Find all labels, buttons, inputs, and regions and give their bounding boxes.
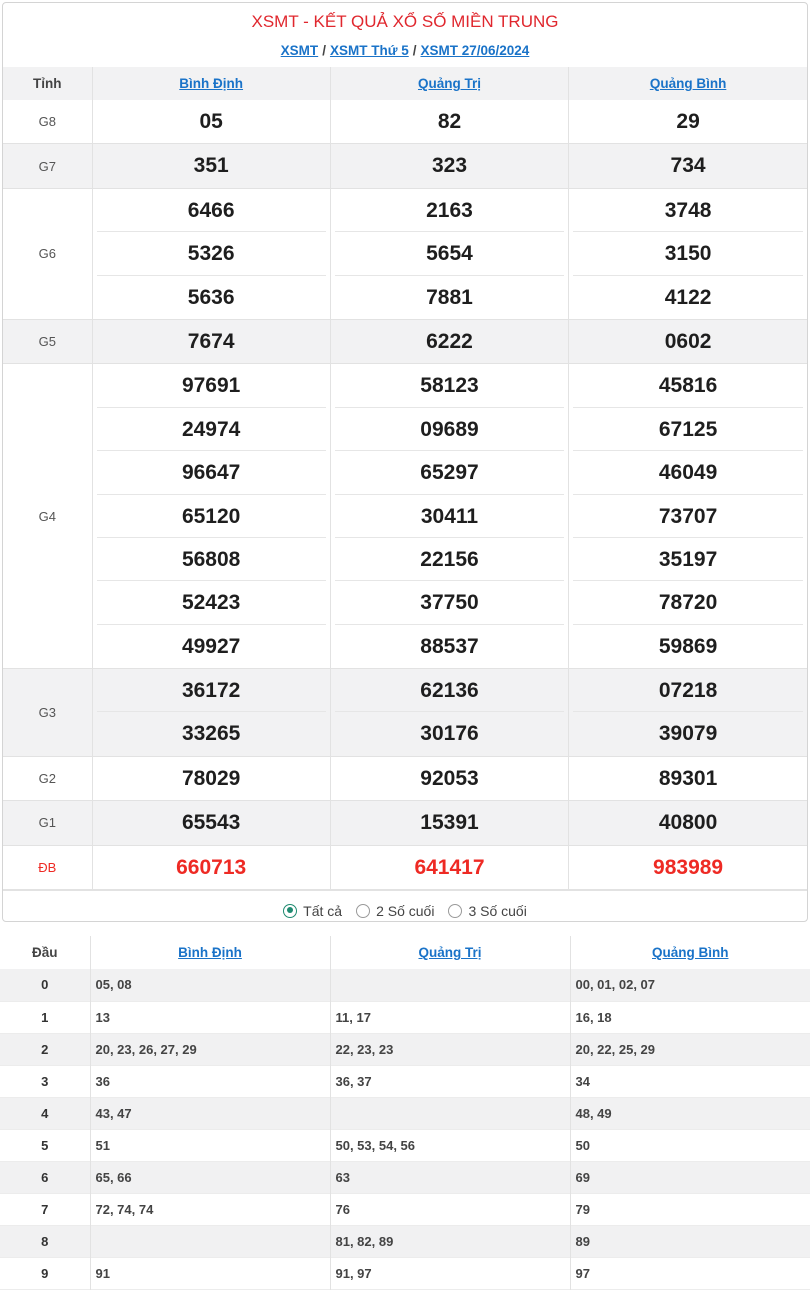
prize-row	[3, 801, 807, 845]
result-cell	[92, 319, 330, 363]
lottery-number: 4122	[664, 285, 712, 309]
breadcrumb-xsmt-thu-5[interactable]: XSMT Thứ 5	[329, 43, 409, 58]
prize-label: G3	[3, 669, 92, 757]
tail-digits-cell: 79	[575, 1202, 590, 1218]
tail-digits-cell: 11, 17	[330, 1001, 570, 1033]
head-digit: 7	[0, 1194, 90, 1226]
head-digit-card	[0, 936, 810, 1290]
result-cell	[569, 144, 807, 188]
lottery-number: 37750	[335, 581, 564, 624]
prize-row	[3, 144, 807, 188]
tail-digits-cell: 34	[575, 1073, 590, 1089]
province-link-quang-tri[interactable]: Quảng Trị	[417, 76, 481, 91]
head-digit: 6	[0, 1162, 90, 1194]
head-digit-row	[0, 1162, 810, 1194]
lottery-number: 52423	[97, 581, 326, 624]
lottery-number: 30411	[335, 495, 564, 538]
filter-option-3-digits[interactable]	[448, 903, 526, 919]
tail-digits-cell: 16, 18	[575, 1009, 612, 1025]
result-cell	[92, 188, 330, 319]
column-header-quang-tri	[330, 936, 570, 969]
result-cell	[330, 144, 568, 188]
head-digit-row	[0, 1001, 810, 1033]
lottery-number: 5654	[335, 232, 564, 275]
result-cell	[569, 845, 807, 889]
lottery-number: 65297	[335, 451, 564, 494]
breadcrumb-xsmt-date[interactable]: XSMT 27/06/2024	[420, 43, 530, 58]
column-header-quang-binh	[569, 67, 807, 100]
head-digit-body	[0, 969, 810, 1290]
lottery-number: 97691	[97, 364, 326, 407]
head-digit-row	[0, 1129, 810, 1161]
head-digit-row	[0, 1097, 810, 1129]
column-header-quang-binh	[570, 936, 810, 969]
tail-digits-cell: 36, 37	[330, 1065, 570, 1097]
province-link-binh-dinh[interactable]: Bình Định	[178, 945, 242, 960]
tail-digits-cell: 97	[575, 1266, 590, 1282]
prize-row	[3, 100, 807, 144]
lottery-number: 40800	[658, 811, 718, 835]
tail-digits-cell: 69	[570, 1162, 810, 1194]
lottery-number: 30176	[420, 722, 479, 746]
breadcrumb-xsmt[interactable]: XSMT	[280, 43, 319, 58]
result-cell	[330, 188, 568, 319]
column-header-binh-dinh	[90, 936, 330, 969]
tail-digits-cell	[90, 1226, 330, 1258]
prize-row	[3, 188, 807, 319]
result-cell	[569, 756, 807, 800]
radio-unchecked-icon[interactable]	[448, 904, 462, 918]
results-body	[3, 100, 807, 890]
head-digit: 4	[0, 1097, 90, 1129]
result-cell	[569, 801, 807, 845]
tail-digits-cell: 51	[90, 1129, 330, 1161]
tail-digits-cell: 91, 97	[330, 1258, 570, 1290]
head-digit-row	[0, 1065, 810, 1097]
column-header-dau: Đầu	[0, 936, 90, 969]
tail-digits-cell: 50, 53, 54, 56	[330, 1129, 570, 1161]
province-link-quang-binh[interactable]: Quảng Bình	[652, 945, 729, 960]
result-cell	[569, 319, 807, 363]
result-cell	[92, 756, 330, 800]
tail-digits-cell: 76	[330, 1194, 570, 1226]
prize-row	[3, 319, 807, 363]
lottery-number: 6222	[426, 329, 473, 353]
head-digit-row	[0, 969, 810, 1001]
tail-digits-cell: 13	[90, 1001, 330, 1033]
special-prize-number: 641417	[414, 855, 485, 879]
lottery-number: 2163	[335, 189, 564, 232]
tail-digits-cell: 22, 23, 23	[330, 1033, 570, 1065]
lottery-number: 33265	[181, 722, 241, 746]
special-prize-number: 983989	[653, 855, 724, 879]
prize-label: G8	[3, 100, 92, 144]
tail-digits-cell: 05, 08	[90, 969, 330, 1001]
head-digit-row	[0, 1258, 810, 1290]
head-digit: 0	[0, 969, 90, 1001]
head-digit: 9	[0, 1258, 90, 1290]
tail-digits-cell: 72, 74, 74	[90, 1194, 330, 1226]
result-cell	[92, 144, 330, 188]
column-header-binh-dinh	[92, 67, 330, 100]
tail-digits-cell	[330, 1097, 570, 1129]
prize-label: G5	[3, 319, 92, 363]
lottery-number: 5326	[97, 232, 326, 275]
tail-digits-cell: 81, 82, 89	[330, 1226, 570, 1258]
lottery-number: 24974	[97, 408, 326, 451]
prize-label: G7	[3, 144, 92, 188]
lottery-number: 09689	[335, 408, 564, 451]
head-digit-row	[0, 1194, 810, 1226]
lottery-number: 89301	[658, 766, 718, 790]
result-cell	[330, 319, 568, 363]
head-digit: 5	[0, 1129, 90, 1161]
prize-label: G1	[3, 801, 92, 845]
tail-digits-cell: 63	[330, 1162, 570, 1194]
result-cell	[330, 756, 568, 800]
head-digit-row	[0, 1226, 810, 1258]
tail-digits-cell: 20, 22, 25, 29	[570, 1033, 810, 1065]
result-cell	[92, 845, 330, 889]
lottery-number: 58123	[335, 364, 564, 407]
breadcrumb	[3, 41, 807, 67]
result-cell	[330, 100, 568, 144]
province-link-quang-binh[interactable]: Quảng Bình	[649, 76, 727, 91]
result-cell	[569, 364, 807, 669]
head-digit: 8	[0, 1226, 90, 1258]
lottery-number: 22156	[335, 538, 564, 581]
lottery-number: 62136	[335, 669, 564, 712]
radio-unchecked-icon[interactable]	[356, 904, 370, 918]
lottery-number: 39079	[658, 722, 718, 746]
prize-label: G6	[3, 188, 92, 319]
lottery-number: 82	[437, 110, 462, 133]
tail-digits-cell: 65, 66	[90, 1162, 330, 1194]
lottery-number: 67125	[573, 408, 803, 451]
lottery-number: 05	[199, 110, 223, 133]
result-cell	[330, 364, 568, 669]
lottery-number: 96647	[97, 451, 326, 494]
lottery-number: 78720	[573, 581, 803, 624]
lottery-number: 29	[676, 110, 700, 133]
result-cell	[92, 364, 330, 669]
lottery-number: 35197	[573, 538, 803, 581]
tail-digits-cell: 43, 47	[90, 1097, 330, 1129]
lottery-number: 36172	[97, 669, 326, 712]
tail-digits-cell: 48, 49	[570, 1097, 810, 1129]
lottery-number: 78029	[181, 766, 241, 790]
lottery-number: 323	[431, 154, 468, 178]
results-table	[3, 67, 807, 890]
results-card	[2, 2, 808, 922]
tail-digits-cell: 00, 01, 02, 07	[570, 969, 810, 1001]
radio-checked-icon[interactable]	[283, 904, 297, 918]
result-cell	[92, 669, 330, 757]
filter-option-2-digits[interactable]	[356, 903, 434, 919]
tail-digits-cell: 50	[575, 1138, 590, 1154]
tail-digits-cell: 20, 23, 26, 27, 29	[90, 1033, 330, 1065]
tail-digits-cell: 36	[90, 1065, 330, 1097]
lottery-number: 3748	[573, 189, 803, 232]
result-cell	[92, 100, 330, 144]
lottery-number: 45816	[573, 364, 803, 407]
head-digit-table	[0, 936, 810, 1290]
breadcrumb-separator: /	[412, 43, 417, 58]
lottery-number: 734	[670, 154, 706, 178]
lottery-number: 351	[193, 154, 229, 178]
column-header-quang-tri	[330, 67, 568, 100]
lottery-number: 59869	[658, 634, 718, 658]
lottery-number: 49927	[181, 634, 241, 658]
lottery-number: 46049	[573, 451, 803, 494]
lottery-number: 7881	[426, 285, 473, 309]
filter-label: 3 Số cuối	[468, 902, 527, 919]
prize-label: G4	[3, 364, 92, 669]
result-cell	[569, 100, 807, 144]
province-link-binh-dinh[interactable]: Bình Định	[179, 76, 244, 91]
tail-digits-cell: 89	[570, 1226, 810, 1258]
digit-filter	[3, 890, 807, 922]
prize-row	[3, 845, 807, 889]
lottery-number: 5636	[187, 285, 235, 309]
prize-label: ĐB	[3, 845, 92, 889]
page-title: XSMT - KẾT QUẢ XỔ SỐ MIỀN TRUNG	[251, 12, 559, 31]
prize-row	[3, 756, 807, 800]
lottery-number: 65120	[97, 495, 326, 538]
tail-digits-cell: 91	[90, 1258, 330, 1290]
result-cell	[330, 845, 568, 889]
lottery-number: 6466	[97, 189, 326, 232]
prize-row	[3, 669, 807, 757]
special-prize-number: 660713	[176, 855, 247, 879]
lottery-number: 15391	[420, 811, 479, 835]
filter-label: Tất cả	[303, 902, 343, 919]
prize-label: G2	[3, 756, 92, 800]
filter-option-all[interactable]	[283, 903, 342, 919]
lottery-number: 3150	[573, 232, 803, 275]
result-cell	[569, 669, 807, 757]
lottery-number: 07218	[573, 669, 803, 712]
tail-digits-cell	[330, 969, 570, 1001]
result-cell	[92, 801, 330, 845]
province-link-quang-tri[interactable]: Quảng Trị	[418, 945, 482, 960]
lottery-number: 73707	[573, 495, 803, 538]
result-cell	[330, 669, 568, 757]
lottery-number: 88537	[420, 634, 479, 658]
prize-row	[3, 364, 807, 669]
column-header-tinh: Tỉnh	[3, 67, 92, 100]
breadcrumb-separator: /	[322, 43, 326, 58]
result-cell	[330, 801, 568, 845]
result-cell	[569, 188, 807, 319]
lottery-number: 7674	[187, 329, 235, 353]
filter-label: 2 Số cuối	[376, 902, 435, 919]
lottery-number: 92053	[420, 766, 479, 790]
head-digit: 2	[0, 1033, 90, 1065]
head-digit: 1	[0, 1001, 90, 1033]
lottery-number: 56808	[97, 538, 326, 581]
head-digit-row	[0, 1033, 810, 1065]
lottery-number: 0602	[664, 329, 712, 353]
head-digit: 3	[0, 1065, 90, 1097]
lottery-number: 65543	[181, 811, 241, 835]
